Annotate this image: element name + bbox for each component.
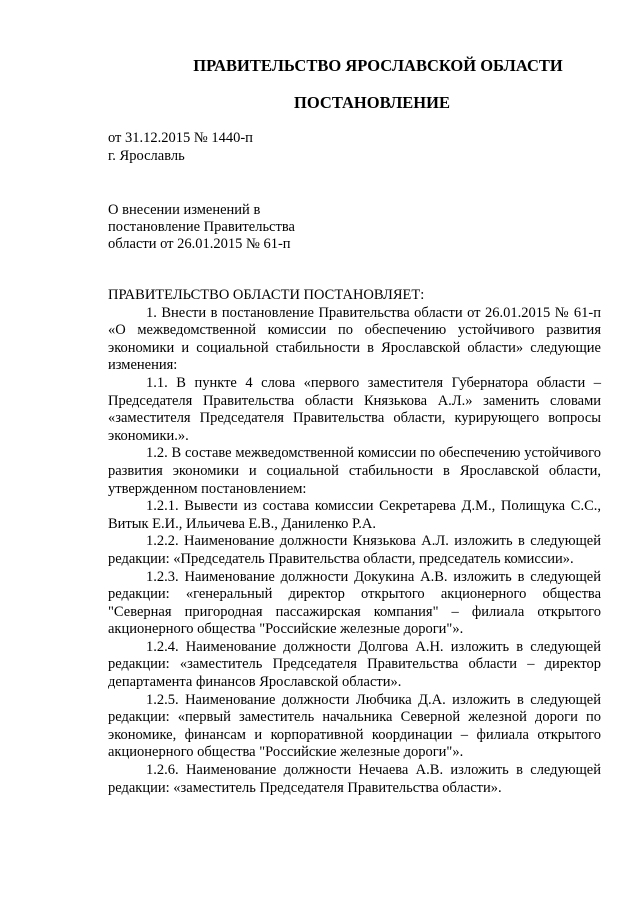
organization-title: ПРАВИТЕЛЬСТВО ЯРОСЛАВСКОЙ ОБЛАСТИ [193, 56, 563, 75]
paragraph-1-2-1: 1.2.1. Вывести из состава комиссии Секретарева Д.М., Полищука С.С., Витык Е.И., Ильичева Е.В., Даниленко Р.А. [108, 498, 601, 532]
city-line: г. Ярославль [108, 148, 185, 164]
paragraph-1-2-6: 1.2.6. Наименование должности Нечаева А.В. изложить в следующей редакции: «заместитель Председателя Правительства области». [108, 762, 601, 796]
subject-line: области от 26.01.2015 № 61-п [108, 236, 291, 252]
paragraph-1-2-3: 1.2.3. Наименование должности Докукина А.В. изложить в следующей редакции: «генеральный директор открытого акционерного общества "Северная пригородная пассажирская компания" – филиала открытого акционерного общества "Российские железные дороги"». [108, 568, 601, 638]
date-number-line: от 31.12.2015 № 1440-п [108, 130, 253, 146]
paragraph-1-2-2: 1.2.2. Наименование должности Князькова А.Л. изложить в следующей редакции: «Председатель Правительства области, председатель комиссии». [108, 533, 601, 567]
subject-line: О внесении изменений в [108, 202, 261, 218]
paragraph-1-2-5: 1.2.5. Наименование должности Любчика Д.А. изложить в следующей редакции: «первый заместитель начальника Северной железной дороги по экономике, финансам и корпоративной координации – филиала открытого акционерного общества "Российские железные дороги"». [108, 691, 601, 761]
subject-line: постановление Правительства [108, 219, 295, 235]
paragraph-1-1: 1.1. В пункте 4 слова «первого заместителя Губернатора области – Председателя Правительства области Князькова А.Л.» заменить словами «заместителя Председателя Правительства области, курирующего вопросы экономики.». [108, 374, 601, 444]
document-type-title: ПОСТАНОВЛЕНИЕ [294, 93, 450, 112]
paragraph-1-2-4: 1.2.4. Наименование должности Долгова А.Н. изложить в следующей редакции: «заместитель Председателя Правительства области – директор департамента финансов Ярославской области». [108, 638, 601, 691]
paragraph-1-2: 1.2. В составе межведомственной комиссии по обеспечению устойчивого развития экономики и социальной стабильности в Ярославской области, утвержденном постановлением: [108, 445, 601, 497]
decree-intro: ПРАВИТЕЛЬСТВО ОБЛАСТИ ПОСТАНОВЛЯЕТ: [108, 287, 425, 303]
paragraph-1: 1. Внести в постановление Правительства области от 26.01.2015 № 61-п «О межведомственной комиссии по обеспечению устойчивого развития экономики и социальной стабильности в Ярославской области» следующие изменения: [108, 304, 601, 374]
subject-block [108, 202, 295, 253]
document-body [108, 287, 601, 797]
